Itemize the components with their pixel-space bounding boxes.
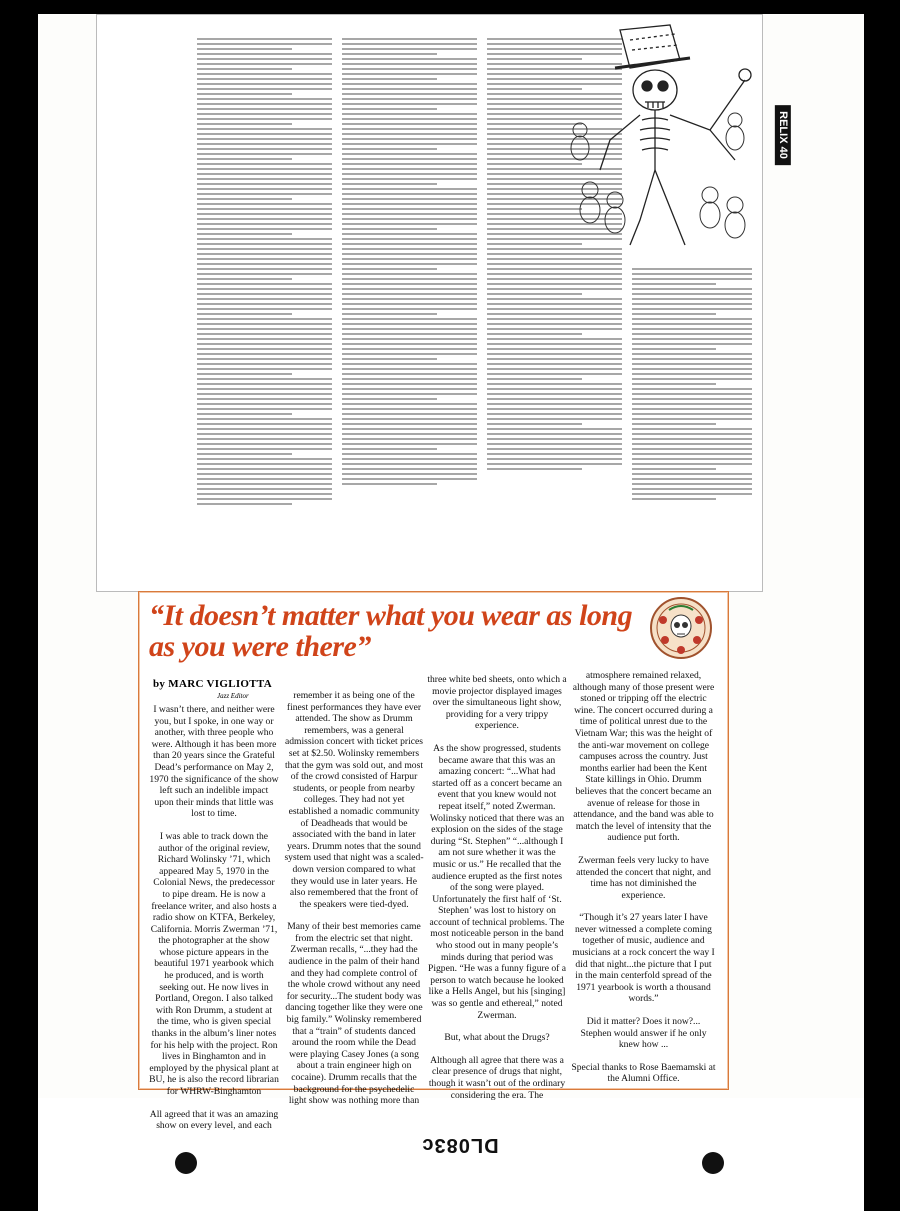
paragraph: remember it as being one of the finest performances they have ever attended. The show as Drumm remembers, was a general admission concert with ticket prices set at $2.50. Wolinsky remembers that the gym was sold out, and most of the crowd consisted of Harpur students, or people from nearby colleges. They had not yet established a nomadic community of Deadheads that would be associated with the band in later years. Drumm notes that the sound system used that night was a scaled-down version compared to what they would use in later years. He also remembered that the front of the speakers were tied-dyed.	[284, 690, 424, 910]
article-column-1	[149, 704, 279, 1143]
paragraph: Although all agree that there was a clear presence of drugs that night, though it wasn’t out of the ordinary considering the era. The	[428, 1054, 566, 1101]
paragraph: Many of their best memories came from the electric set that night. Zwerman recalls, “...they had the audience in the palm of their hand and they had complete control of the whole crowd without any need for security...The student body was dancing together like they were one big family.” Wolinsky remembered that a “train” of students danced around the room while the Dead were playing Casey Jones (a song about a train engineer high on cocaine). Drumm recalls that the background for the psychedelic light show was nothing more than	[285, 921, 423, 1107]
skeleton-bears-illustration	[560, 20, 760, 250]
punch-hole	[702, 1152, 724, 1174]
paragraph: atmosphere remained relaxed, although many of those present were stoned or tripping off the electric wine. The concert occurred during a time of political unrest due to the Vietnam War; this was the height of the anti-war movement on college campuses across the country. Just months earlier had been the Kent State killings in Ohio. Drumm believes that the concert became an avenue of release for those in attendance, and the band was able to match the level of intensity that the audience put forth.	[572, 670, 715, 844]
subheading: But, what about the Drugs?	[444, 1032, 550, 1044]
paragraph: As the show progressed, students became aware that this was an amazing concert: “...What had started off as a concert became an event that you knew would not repeat itself,” noted Zwerman. Wolinsky noticed that there was an explosion on the sides of the stage during “St. Stephen” “...although I am not sure whether it was the music or us.” He recalled that the audience erupted as the first notes of the song were played. Unfortunately the first half of ‘St. Stephen’ was lost to history on account of technical problems. The most noticeable person in the band who stood out in many people’s minds during that period was Pigpen. “He was a funny figure of a person to watch because he looked like a Hells Angel, but his [singing] was so gentle and ethereal,” noted Zwerman.	[428, 742, 566, 1021]
newspaper-clipping	[138, 591, 729, 1132]
paragraph: three white bed sheets, onto which a movie projector displayed images over the simultaneous light show, providing for a very trippy experience.	[427, 674, 567, 732]
paragraph: Zwerman feels very lucky to have attended the concert that night, and time has not diminished the experience.	[576, 854, 711, 901]
paragraph: I was able to track down the author of the original review, Richard Wolinsky ’71, which appeared May 5, 1970 in the Colonial News, the predecessor to pipe dream. He is now a freelance writer, and also hosts a radio show on KTFA, Berkeley, California. Morris Zwerman ’71, the photographer at the show whose picture appears in the beautiful 1971 yearbook which he produced, and is worth seeking out. He now lives in Portland, Oregon. I also talked with Ron Drumm, a student at the time, who is given special thanks in the album’s liner notes for his help with the project. Ron lives in Binghamton and in employed by the physical plant at BU, he is also the record librarian for WHRW-Binghamton	[149, 830, 279, 1097]
article-column-3	[427, 674, 567, 1112]
paragraph: All agreed that it was an amazing show on every level, and each	[149, 1108, 279, 1132]
punch-hole	[175, 1152, 197, 1174]
byline: by MARC VIGLIOTTA	[153, 678, 272, 690]
paragraph: Special thanks to Rose Baemamski at the Alumni Office.	[571, 1061, 716, 1085]
skull-and-roses-logo	[649, 596, 713, 660]
archive-stamp: DL083c	[421, 1134, 499, 1157]
paragraph: “Though it’s 27 years later I have never witnessed a complete coming together of music, audience and musicians at a rock concert the way I did that night...the picture that I put in the main centerfold spread of the 1971 yearbook is worth a thousand words.”	[572, 912, 715, 1005]
paragraph: Did it matter? Does it now?... Stephen would answer if he only knew how ...	[580, 1016, 707, 1051]
byline-title: Jazz Editor	[217, 692, 249, 700]
relix-column-4	[632, 265, 752, 595]
relix-page-label	[770, 80, 796, 190]
article-column-2	[284, 690, 424, 1118]
article-column-4	[571, 670, 716, 1096]
paragraph: I wasn’t there, and neither were you, but I spoke, in one way or another, with three people who were. Although it has been more than 20 years since the Grateful Dead’s performance on May 2, 1970 the significance of the show left such an indelible impact upon their minds that little was lost to time.	[149, 704, 279, 820]
relix-label-text: RELIX 40	[775, 105, 791, 165]
relix-column-2	[342, 35, 477, 595]
headline: “It doesn’t matter what you wear as long as you were there”	[149, 599, 633, 663]
relix-column-1	[197, 35, 332, 595]
